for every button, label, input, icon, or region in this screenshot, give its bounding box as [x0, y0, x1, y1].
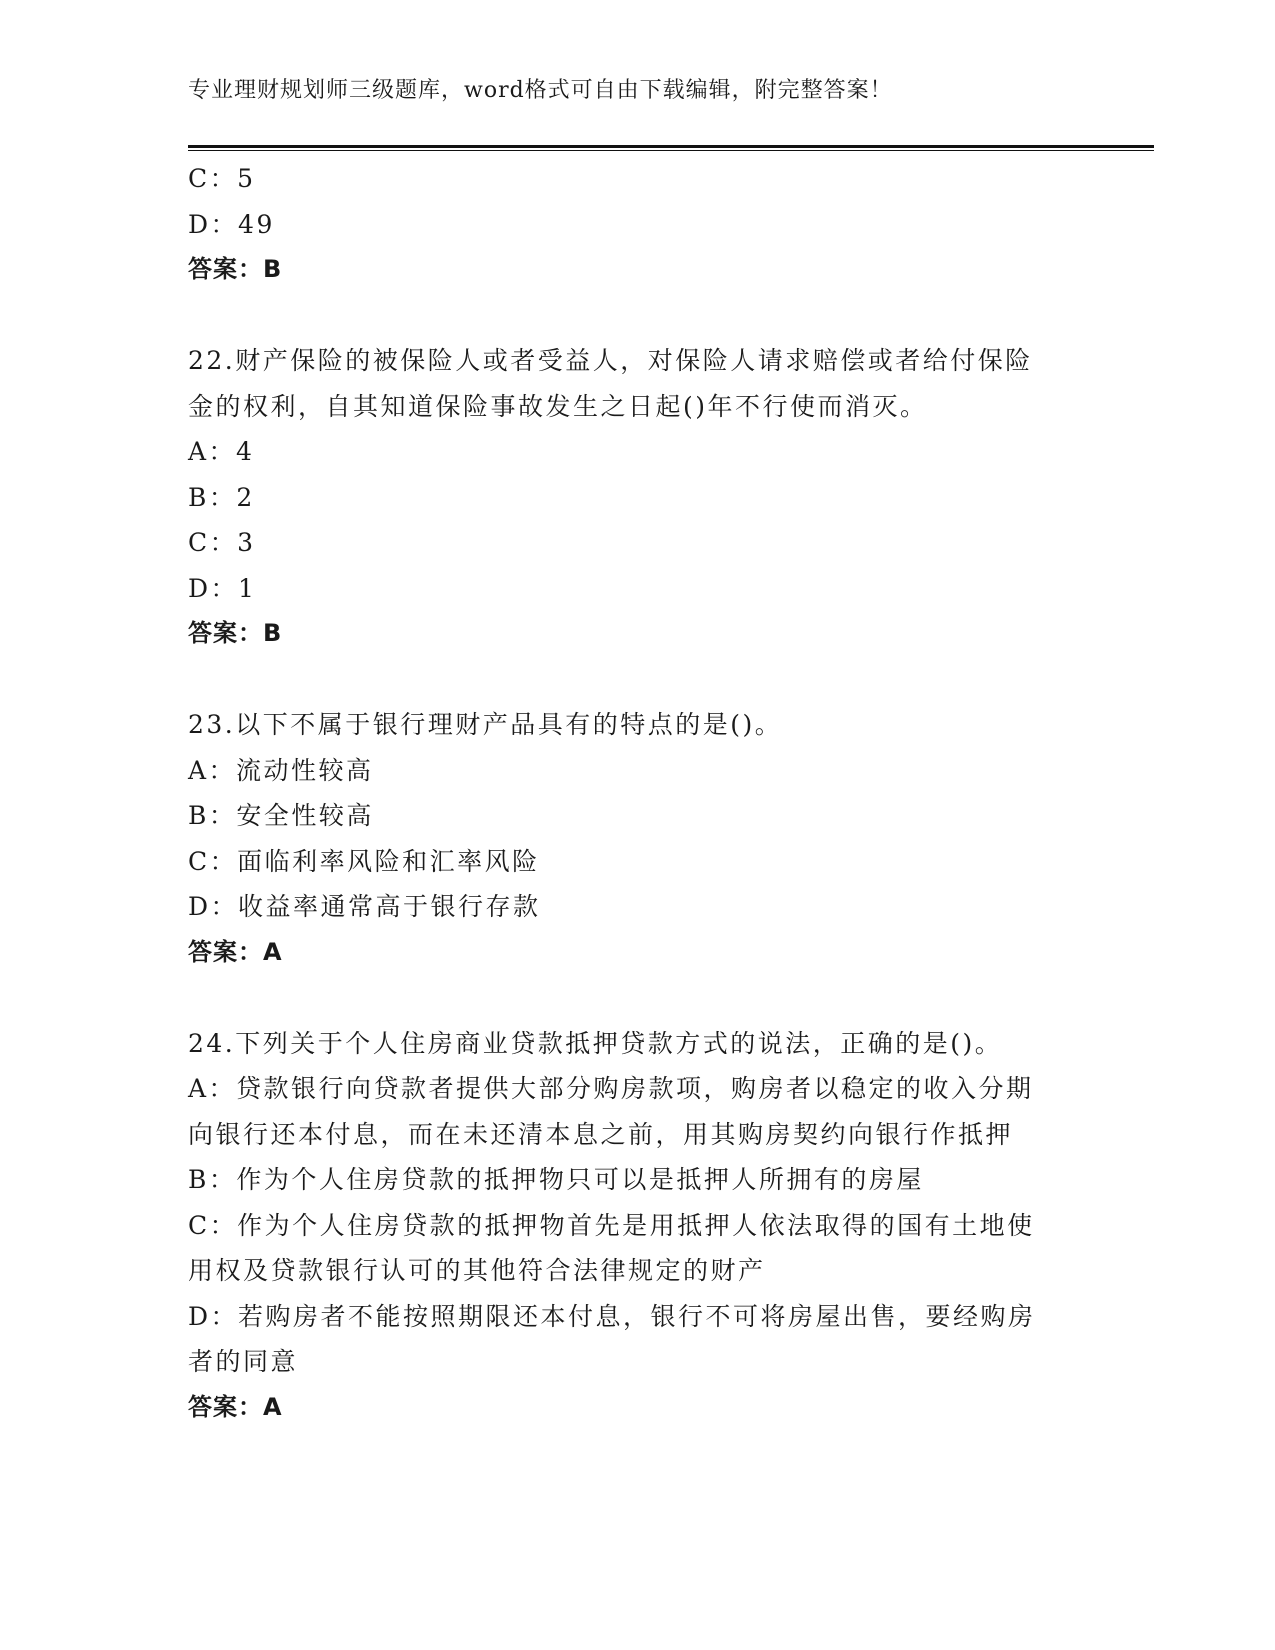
option-line: B：安全性较高: [188, 801, 374, 830]
option-line: D：若购房者不能按照期限还本付息，银行不可将房屋出售，要经购房: [188, 1301, 1036, 1331]
answer-line: 答案：A: [188, 1392, 283, 1421]
option-line: C：面临利率风险和汇率风险: [188, 846, 540, 876]
answer-line: 答案：A: [188, 937, 283, 966]
option-line: D：收益率通常高于银行存款: [188, 892, 541, 921]
header-rule-thin: [188, 150, 1154, 151]
question-text: 24.下列关于个人住房商业贷款抵押贷款方式的说法，正确的是()。: [188, 1028, 1003, 1058]
option-line: 用权及贷款银行认可的其他符合法律规定的财产: [188, 1256, 766, 1285]
answer-line: 答案：B: [188, 619, 283, 647]
option-line: B：2: [188, 482, 255, 512]
option-line: 者的同意: [188, 1347, 299, 1376]
question-content: [188, 156, 1088, 1430]
option-line: A：流动性较高: [188, 755, 374, 785]
option-line: C：作为个人住房贷款的抵押物首先是用抵押人依法取得的国有土地使: [188, 1210, 1035, 1240]
spacer: [188, 657, 1088, 703]
option-line: 向银行还本付息，而在未还清本息之前，用其购房契约向银行作抵押: [188, 1119, 1014, 1149]
option-line: D：1: [188, 573, 257, 603]
page-header: 专业理财规划师三级题库，word格式可自由下载编辑，附完整答案！: [188, 78, 893, 103]
option-line: D：49: [188, 209, 275, 239]
spacer: [188, 975, 1088, 1021]
question-text: 23.以下不属于银行理财产品具有的特点的是()。: [188, 710, 783, 739]
answer-line: 答案：B: [188, 255, 283, 283]
option-line: A：4: [188, 437, 255, 466]
option-line: B：作为个人住房贷款的抵押物只可以是抵押人所拥有的房屋: [188, 1165, 924, 1194]
spacer: [188, 293, 1088, 339]
header-rule-thick: [188, 145, 1154, 148]
question-text: 金的权利，自其知道保险事故发生之日起()年不行使而消灭。: [188, 391, 928, 421]
option-line: C：5: [188, 164, 256, 193]
question-text: 22.财产保险的被保险人或者受益人，对保险人请求赔偿或者给付保险: [188, 346, 1033, 375]
option-line: C：3: [188, 528, 256, 557]
option-line: A：贷款银行向贷款者提供大部分购房款项，购房者以稳定的收入分期: [188, 1074, 1034, 1103]
